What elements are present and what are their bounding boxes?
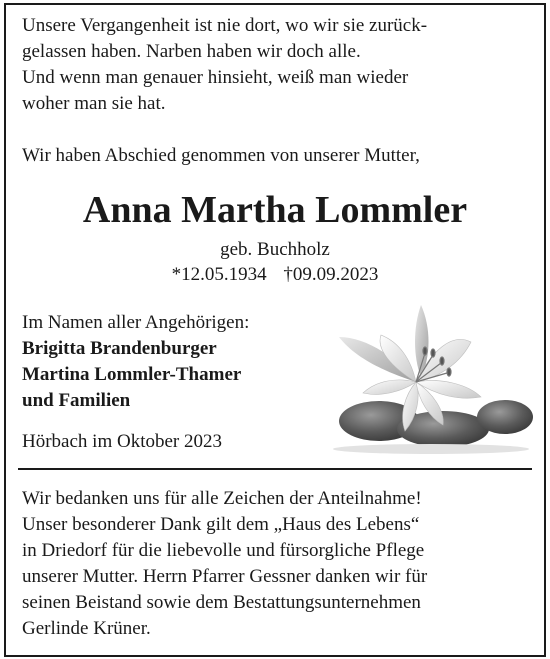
lily-on-stones-icon [321,297,535,457]
mourner-name: Brigitta Brandenburger [22,338,217,359]
poem-line: gelassen haben. Narben haben wir doch alle. [22,41,361,62]
mourners-block [22,310,322,414]
life-dates [6,263,544,287]
place-date: Hörbach im Oktober 2023 [22,431,222,452]
birth-name: geb. Buchholz [220,239,330,260]
birth-date: *12.05.1934 [171,264,267,285]
thanks-line: Gerlinde Krüner. [22,618,151,639]
thanks-line: seinen Beistand sowie dem Bestattungsunternehmen [22,592,421,613]
poem [22,13,532,117]
intro-text: Wir haben Abschied genommen von unserer Mutter, [22,145,420,166]
poem-line: woher man sie hat. [22,93,166,114]
thanks-line: Wir bedanken uns für alle Zeichen der Anteilnahme! [22,488,422,509]
mourners-lead: Im Namen aller Angehörigen: [22,312,250,333]
poem-line: Und wenn man genauer hinsieht, weiß man wieder [22,67,409,88]
thanks-line: in Driedorf für die liebevolle und fürsorgliche Pflege [22,540,425,561]
thanks-line: unserer Mutter. Herrn Pfarrer Gessner danken wir für [22,566,428,587]
section-divider [18,468,532,470]
mourner-name: und Familien [22,390,131,411]
death-date: †09.09.2023 [283,264,379,285]
mourner-name: Martina Lommler-Thamer [22,364,242,385]
thanks-text [22,486,536,642]
poem-line: Unsere Vergangenheit ist nie dort, wo wir sie zurück- [22,15,428,36]
obituary-card [4,3,546,657]
thanks-line: Unser besonderer Dank gilt dem „Haus des Lebens“ [22,514,420,535]
deceased-name: Anna Martha Lommler [82,189,468,231]
